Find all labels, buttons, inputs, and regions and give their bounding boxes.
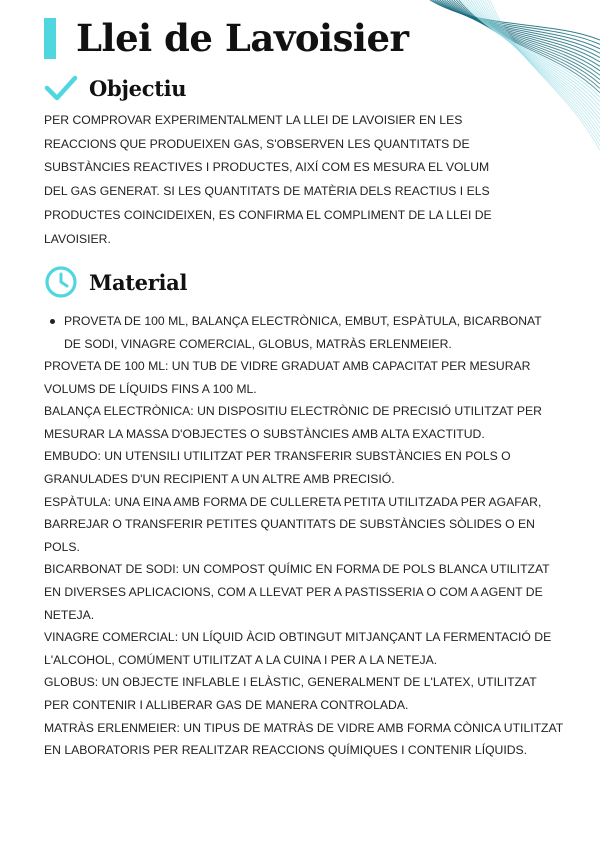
page-title: Llei de Lavoisier <box>76 16 409 60</box>
material-list <box>64 310 554 355</box>
objective-header <box>44 71 186 105</box>
clock-icon <box>44 265 78 299</box>
definition-item: EMBUDO: UN UTENSILI UTILITZAT PER TRANSFERIR SUBSTÀNCIES EN POLS O GRANULADES D'UN RECIPIENT A UN ALTRE AMB PRECISIÓ. <box>44 449 511 486</box>
definition-item: PROVETA DE 100 ML: UN TUB DE VIDRE GRADUAT AMB CAPACITAT PER MESURAR VOLUMS DE LÍQUIDS FINS A 100 ML. <box>44 359 531 396</box>
definition-item: BICARBONAT DE SODI: UN COMPOST QUÍMIC EN FORMA DE POLS BLANCA UTILITZAT EN DIVERSES APLICACIONS, COM A LLEVAT PER A PASTISSERIA O COM A AGENT DE NETEJA. <box>44 562 550 622</box>
objective-heading: Objectiu <box>89 75 187 101</box>
material-heading: Material <box>89 269 188 295</box>
material-definitions <box>44 355 564 762</box>
definition-item: MATRÀS ERLENMEIER: UN TIPUS DE MATRÀS DE VIDRE AMB FORMA CÒNICA UTILITZAT EN LABORATORIS PER REALITZAR REACCIONS QUÍMIQUES I CONTENIR LÍQUIDS. <box>44 720 563 758</box>
material-header <box>44 265 187 299</box>
definition-item: GLOBUS: UN OBJECTE INFLABLE I ELÀSTIC, GENERALMENT DE L'LATEX, UTILITZAT PER CONTENIR I ALLIBERAR GAS DE MANERA CONTROLADA. <box>44 675 537 712</box>
definition-item: VINAGRE COMERCIAL: UN LÍQUID ÀCID OBTINGUT MITJANÇANT LA FERMENTACIÓ DE L'ALCOHOL, COMÚMENT UTILITZAT A LA CUINA I PER A LA NETEJA. <box>44 630 552 667</box>
objective-text: PER COMPROVAR EXPERIMENTALMENT LA LLEI DE LAVOISIER EN LES REACCIONS QUE PRODUEIXEN GAS, S'OBSERVEN LES QUANTITATS DE SUBSTÀNCIES REACTIVES I PRODUCTES, AIXÍ COM ES MESURA EL VOLUM DEL GAS GENERAT. SI LES QUANTITATS DE MATÈRIA DELS REACTIUS I ELS PRODUCTES COINCIDEIXEN, ES CONFIRMA EL COMPLIMENT DE LA LLEI DE LAVOISIER. <box>44 113 492 246</box>
title-accent-bar <box>44 18 56 59</box>
checkmark-icon <box>44 71 78 105</box>
list-item: PROVETA DE 100 ML, BALANÇA ELECTRÒNICA, EMBUT, ESPÀTULA, BICARBONAT DE SODI, VINAGRE COMERCIAL, GLOBUS, MATRÀS ERLENMEIER. <box>64 310 554 355</box>
definition-item: ESPÀTULA: UNA EINA AMB FORMA DE CULLERETA PETITA UTILITZADA PER AGAFAR, BARREJAR O TRANSFERIR PETITES QUANTITATS DE SUBSTÀNCIES SÒLIDES O EN POLS. <box>44 494 542 554</box>
definition-item: BALANÇA ELECTRÒNICA: UN DISPOSITIU ELECTRÒNIC DE PRECISIÓ UTILITZAT PER MESURAR LA MASSA D'OBJECTES O SUBSTÀNCIES AMB ALTA EXACTITUD. <box>44 404 542 441</box>
